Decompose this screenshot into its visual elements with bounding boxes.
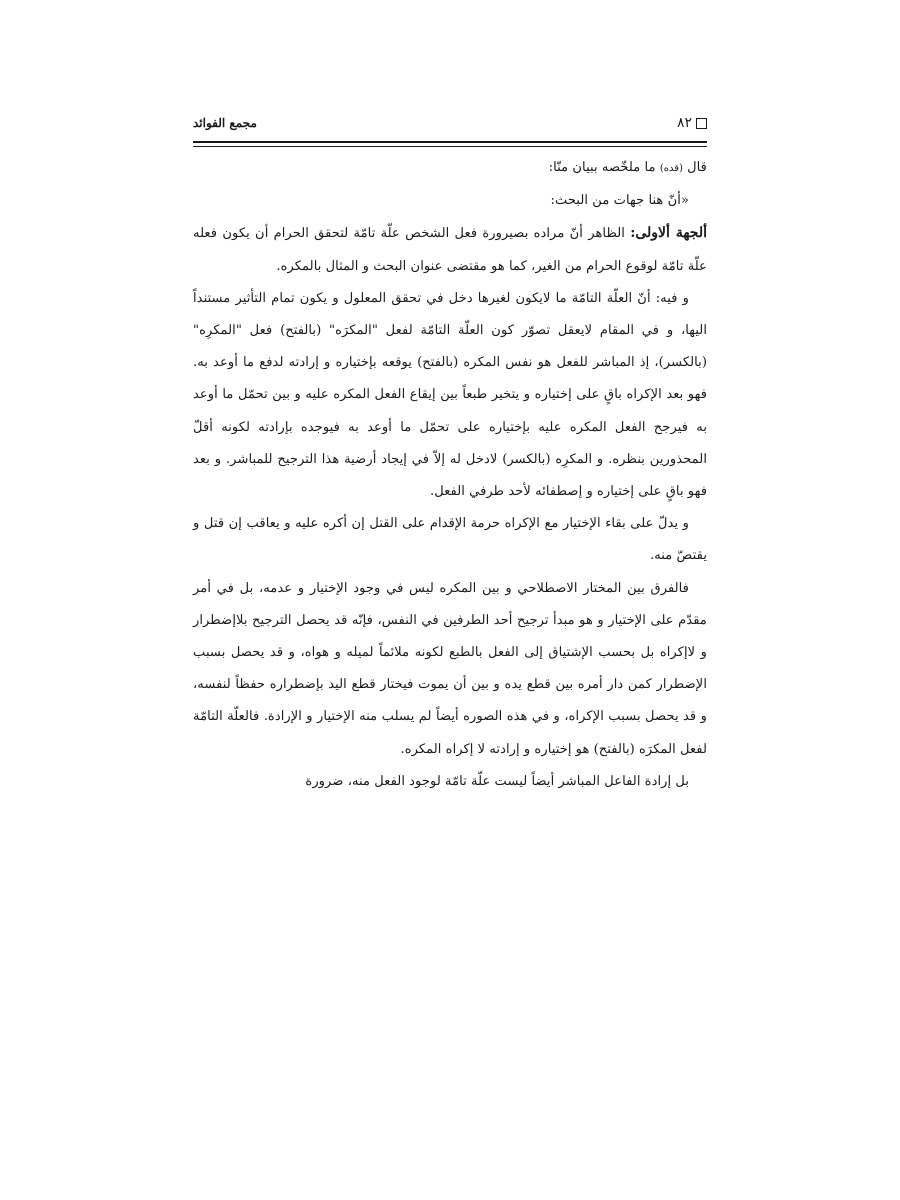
honorific-abbrev: (قده) [659, 163, 683, 174]
header-rule-thin [193, 146, 707, 147]
body-text [193, 152, 707, 798]
page-number [677, 115, 707, 131]
page-number-text: ٨٢ [676, 115, 692, 131]
paragraph: و فيه: أنّ العلّة التامّة ما لايكون لغيرها دخل في تحقق المعلول و يكون تمام التأثير مستنداً اليها، و في المقام لايعقل تصوّر كون العلّة التامّة لفعل "المكرَه" (بالفتح) فعل "المكرِه" (بالكسر)، إذ المباشر للفعل هو نفس المكره (بالفتح) يوقعه بإختياره و إرادته لدفع ما أوعد به. فهو بعد الإكراه باقٍ على إختياره و يتخير طبعاً بين إيقاع الفعل المكره عليه و بين تحمّل ما أوعد به فيرجح الفعل المكره عليه بإختياره على تحمّل ما أوعد به فيوجده بإرادته لكونه أقلّ المحذورين بنظره. و المكرِه (بالكسر) لادخل له إلاّ في إيجاد أرضية هذا الترجيح للمباشر. و بعد فهو باقٍ على إختياره و إصطفائه لأحد طرفي الفعل. [193, 290, 707, 500]
book-title: مجمع الفوائد [193, 116, 257, 130]
paragraph: و يدلّ على بقاء الإختيار مع الإكراه حرمة الإقدام على القتل إن أكره عليه و يعاقب إن قتل و يقتصّ منه. [193, 516, 707, 564]
paragraph: «أنّ هنا جهات من البحث: [550, 193, 689, 209]
box-icon [696, 118, 707, 129]
paragraph: بل إرادة الفاعل المباشر أيضاً ليست علّة تامّة لوجود الفعل منه، ضرورة [305, 773, 689, 789]
paragraph: ألجهة ألاولى: الظاهر أنّ مراده بصيرورة فعل الشخص علّة تامّة لتحقق الحرام أن يكون فعله علّة تامّة لوقوع الحرام من الغير، كما هو مقتضى عنوان البحث و المثال بالمكره. [193, 225, 707, 274]
header-rule [193, 141, 707, 143]
paragraph: فالفرق بين المختار الاصطلاحي و بين المكره ليس في وجود الإختيار و عدمه، بل في أمر مقدّم على الإختيار و هو مبدأ ترجيح أحد الطرفين في النفس، فإنّه قد يحصل الترجيح بلاإضطرار و لاإكراه بل بحسب الإشتياق إلى الفعل بالطبع لكونه ملائماً لميله و هواه، و قد يحصل بسبب الإضطرار كمن دار أمره بين قطع يده و بين أن يموت فيختار قطع اليد بإضطراره حفظاً لنفسه، و قد يحصل بسبب الإكراه، و في هذه الصوره أيضاً لم يسلب منه الإختيار و الإرادة. فالعلّة التامّة لفعل المكرَه (بالفتح) هو إختياره و إرادته لا إكراه المكره. [193, 580, 707, 757]
section-heading: ألجهة ألاولى: [630, 225, 707, 242]
running-header [193, 112, 707, 136]
paragraph: قال (قده) ما ملخّصه ببيان منّا: [548, 160, 707, 175]
